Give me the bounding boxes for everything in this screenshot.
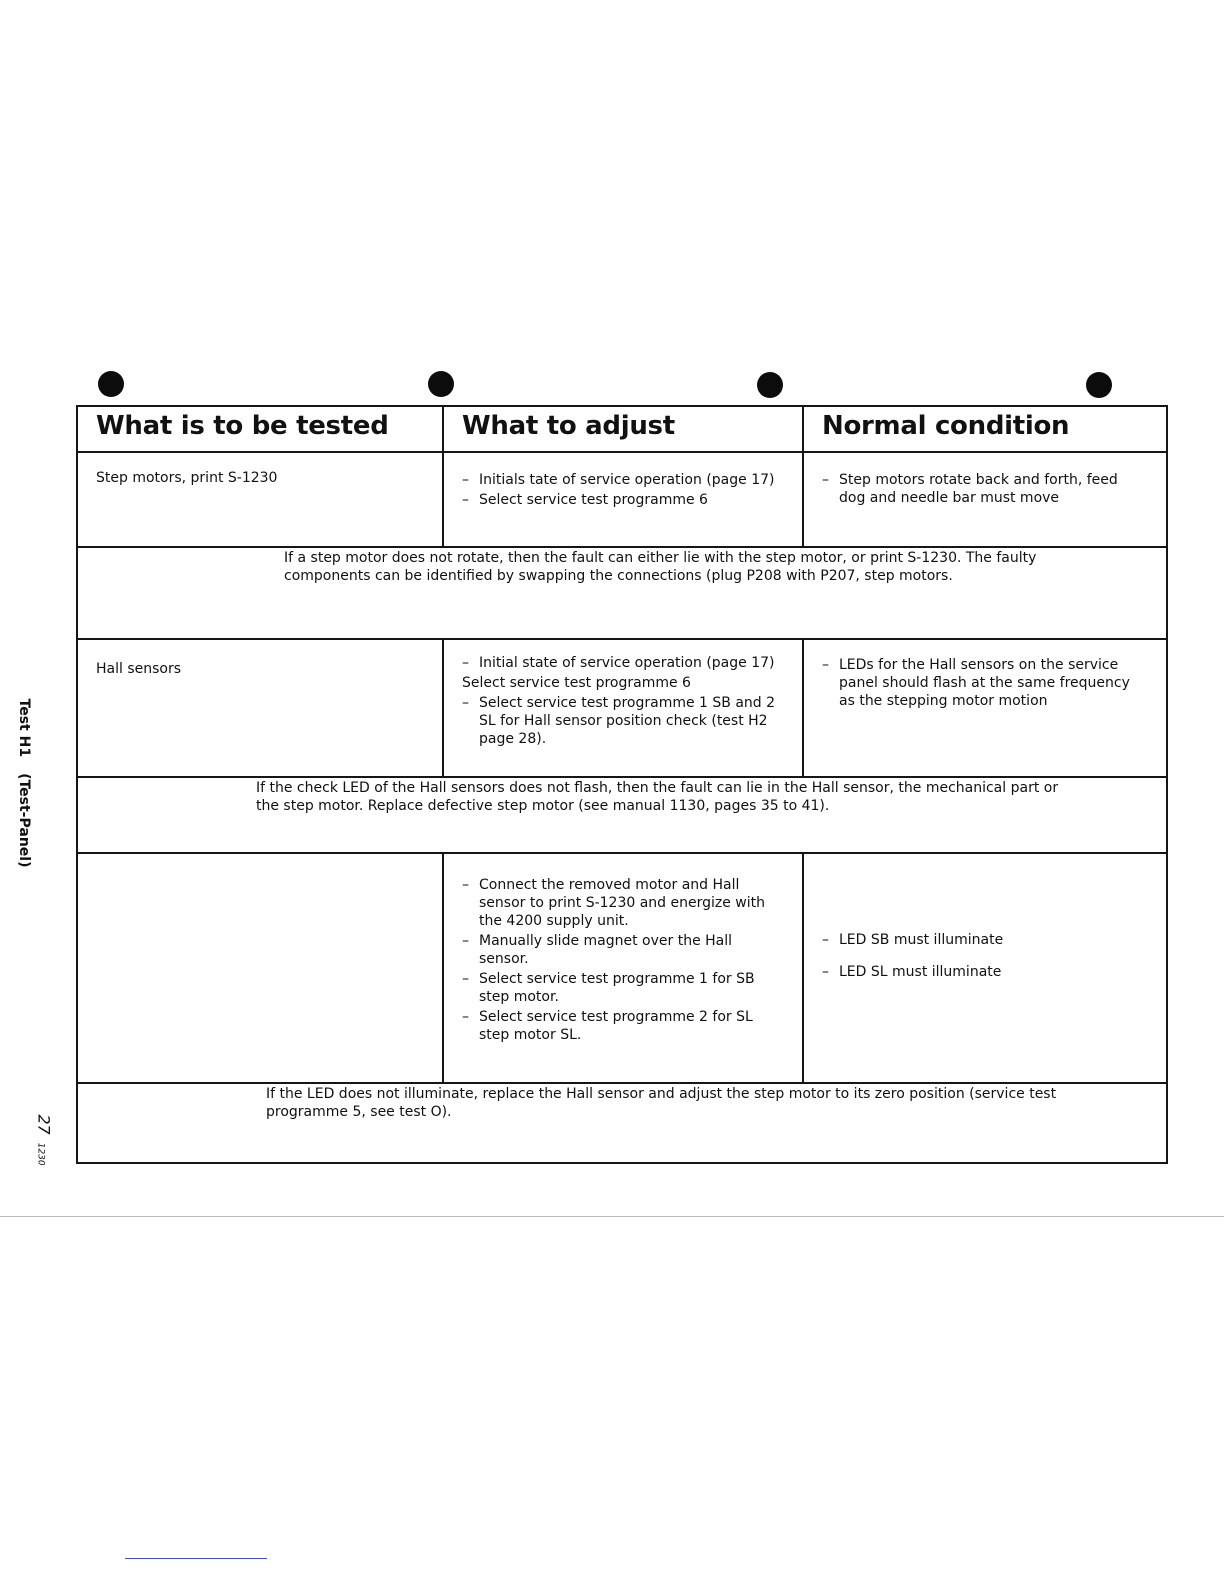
list-item: – Select service test programme 1 SB and 2 SL for Hall sensor position check (test H2 page 28). [462,694,784,748]
list-item: Select service test programme 6 [462,675,691,691]
list-item: – LED SL must illuminate [822,963,1148,981]
punch-hole-2 [428,371,454,397]
table-row [77,853,1167,1083]
header-what-adjust: What to adjust [443,406,803,452]
note-cell: If the check LED of the Hall sensors does not flash, then the fault can lie in the Hall sensor, the mechanical part or the step motor. Replace defective step motor (see manual 1130, pages 35 to 41). [77,777,1167,853]
test-id: Test H1 [16,698,32,758]
table-row [77,452,1167,547]
tested-cell: Step motors, print S-1230 [77,452,443,547]
normal-cell [803,639,1167,777]
scan-edge-line [125,1558,267,1559]
note-cell: If the LED does not illuminate, replace the Hall sensor and adjust the step motor to its zero position (service test programme 5, see test O). [77,1083,1167,1163]
list-item: – LEDs for the Hall sensors on the service panel should flash at the same frequency as the stepping motor motion [822,656,1148,710]
table-row [77,639,1167,777]
adjust-cell [443,853,803,1083]
tested-cell [77,853,443,1083]
test-table [76,405,1168,1164]
adjust-cell [443,452,803,547]
scan-edge-line [0,1216,1224,1217]
note-row [77,777,1167,853]
note-cell: If a step motor does not rotate, then the fault can either lie with the step motor, or print S-1230. The faulty components can be identified by swapping the connections (plug P208 with P207, step motors. [77,547,1167,639]
manual-num: 1230 [35,1142,46,1166]
list-item: – Select service test programme 2 for SL step motor SL. [462,1008,784,1044]
page-number [35,1114,54,1165]
list-item: – Select service test programme 1 for SB step motor. [462,970,784,1006]
list-item: – LED SB must illuminate [822,931,1148,949]
test-panel: (Test-Panel) [16,773,32,868]
punch-hole-3 [757,372,783,398]
header-normal-condition: Normal condition [803,406,1167,452]
list-item: – Step motors rotate back and forth, feed dog and needle bar must move [822,471,1148,507]
tested-cell: Hall sensors [77,639,443,777]
normal-cell [803,452,1167,547]
header-what-tested: What is to be tested [77,406,443,452]
list-item: – Connect the removed motor and Hall sensor to print S-1230 and energize with the 4200 supply unit. [462,876,784,930]
normal-cell [803,853,1167,1083]
list-item: – Manually slide magnet over the Hall sensor. [462,932,784,968]
list-item: – Initial state of service operation (page 17) [462,654,784,672]
note-row [77,1083,1167,1163]
note-row [77,547,1167,639]
adjust-cell [443,639,803,777]
punch-hole-4 [1086,372,1112,398]
page-num: 27 [34,1114,54,1135]
table-header [77,406,1167,452]
section-label [16,698,32,868]
list-item: – Select service test programme 6 [462,491,784,509]
list-item: – Initials tate of service operation (page 17) [462,471,784,489]
punch-hole-1 [98,371,124,397]
